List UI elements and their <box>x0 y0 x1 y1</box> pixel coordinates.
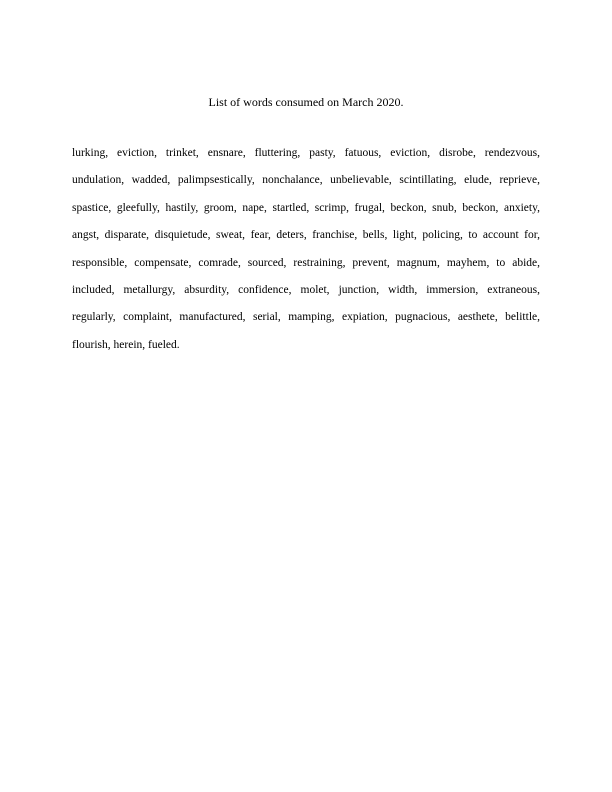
word-list-line: angst, disparate, disquietude, sweat, fear, deters, franchise, bells, light, policing, to account for, <box>72 229 540 242</box>
word-list-line: responsible, compensate, comrade, sourced, restraining, prevent, magnum, mayhem, to abide, <box>72 256 540 269</box>
word-list-paragraph <box>72 140 540 359</box>
word-list-line: flourish, herein, fueled. <box>72 338 180 351</box>
word-list-line: regularly, complaint, manufactured, serial, mamping, expiation, pugnacious, aesthete, belittle, <box>72 311 540 324</box>
word-list-line: lurking, eviction, trinket, ensnare, fluttering, pasty, fatuous, eviction, disrobe, rendezvous, <box>72 147 540 159</box>
word-list-line: spastice, gleefully, hastily, groom, nape, startled, scrimp, frugal, beckon, snub, beckon, anxiety, <box>72 201 540 214</box>
document-title: List of words consumed on March 2020. <box>208 95 404 109</box>
word-list-line: included, metallurgy, absurdity, confidence, molet, junction, width, immersion, extraneous, <box>72 283 540 296</box>
word-list-line: undulation, wadded, palimpsestically, nonchalance, unbelievable, scintillating, elude, reprieve, <box>72 174 540 187</box>
